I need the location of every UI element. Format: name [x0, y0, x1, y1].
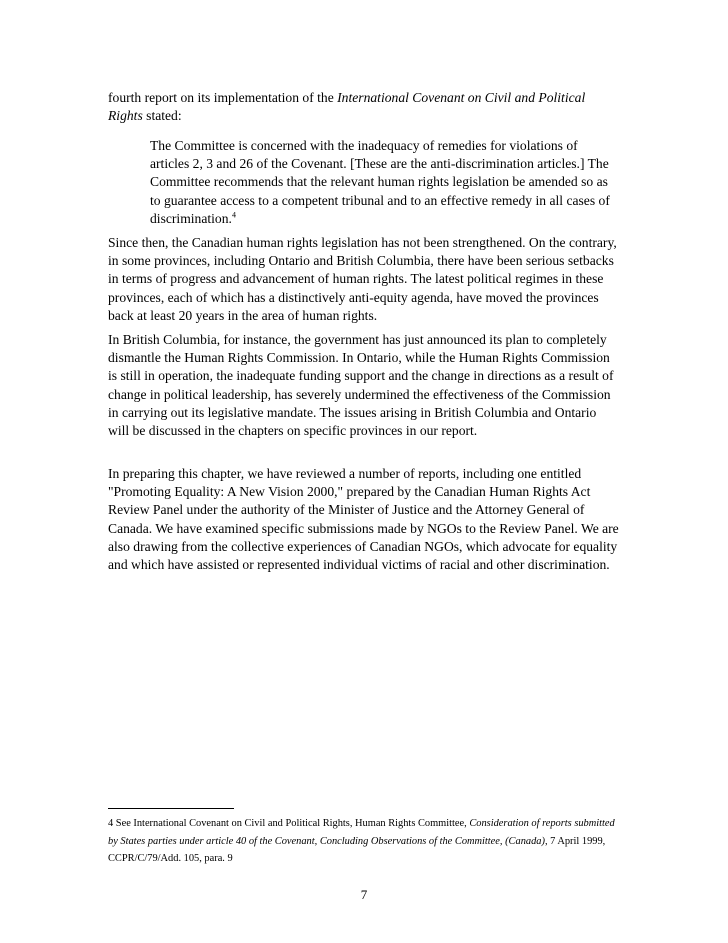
- footnote-text: See International Covenant on Civil and Political Rights, Human Rights Committee,: [113, 818, 470, 829]
- covenant-title: International Covenant on Civil and Political Rights: [108, 90, 586, 124]
- footnote-reference[interactable]: 4: [231, 210, 236, 220]
- paragraph-legislation: Since then, the Canadian human rights legislation has not been strengthened. On the contrary, in some provinces, including Ontario and British Columbia, there have been serious setbacks in terms of progress and advancement of human rights. The latest political regimes in these provinces, each of which has a distinctively anti-equity agenda, have moved the provinces back at least 20 years in the area of human rights.: [108, 235, 617, 323]
- intro-suffix: stated:: [142, 108, 182, 124]
- paragraph-british-columbia: In British Columbia, for instance, the government has just announced its plan to completely dismantle the Human Rights Commission. In Ontario, while the Human Rights Commission is still in operation, the inadequate funding support and the change in directions as a result of change in political leadership, has severely undermined the effectiveness of the Commission in carrying out its legislative mandate. The issues arising in British Columbia and Ontario will be discussed in the chapters on specific provinces in our report.: [108, 332, 614, 439]
- intro-paragraph: [108, 89, 620, 125]
- footnote-separator: [108, 808, 234, 809]
- footnote: [108, 815, 620, 868]
- footnote-citation-end: , 7 April 1999, CCPR/C/79/Add. 105, para. 9: [108, 835, 606, 865]
- intro-prefix: fourth report on its implementation of the: [108, 90, 338, 105]
- block-quote: [150, 137, 620, 228]
- footnote-italic-text: Consideration of reports submitted by States parties under article 40 of the Covenant, Concluding Observations of the Committee, (Canada): [108, 818, 615, 847]
- quote-text: The Committee is concerned with the inadequacy of remedies for violations of articles 2, 3 and 26 of the Covenant. [These are the anti-discrimination articles.] The Committee recommends that the relevant human rights legislation be amended so as to guarantee access to a competent tribunal and to an effective remedy in all cases of discrimination.: [150, 138, 610, 226]
- footnote-number: 4: [108, 818, 114, 829]
- page-number: 7: [360, 887, 368, 902]
- paragraph-preparing-chapter: In preparing this chapter, we have reviewed a number of reports, including one entitled "Promoting Equality: A New Vision 2000," prepared by the Canadian Human Rights Act Review Panel under the authority of the Minister of Justice and the Attorney General of Canada. We have examined specific submissions made by NGOs to the Review Panel. We are also drawing from the collective experiences of Canadian NGOs, which advocate for equality and which have assisted or represented individual victims of racial and other discrimination.: [108, 466, 619, 573]
